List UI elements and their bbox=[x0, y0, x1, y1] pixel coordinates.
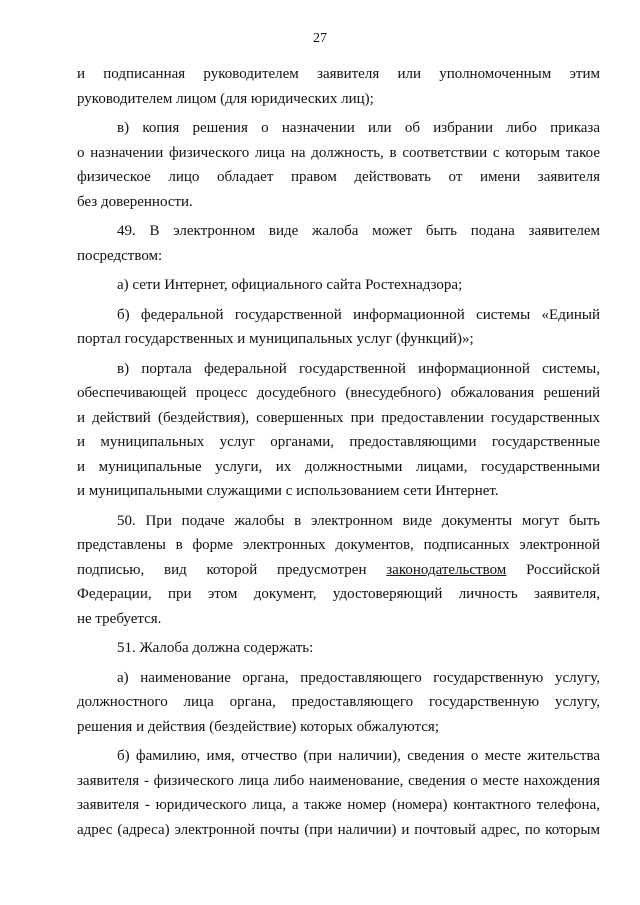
text-line: руководителем лицом (для юридических лиц); bbox=[77, 90, 374, 107]
text-line: заявителя - физического лица либо наименование, сведения о месте нахождения bbox=[77, 772, 600, 789]
paragraph bbox=[77, 666, 600, 740]
paragraph bbox=[77, 273, 600, 298]
text-line: а) сети Интернет, официального сайта Ростехнадзора; bbox=[117, 277, 463, 293]
text-line: в) копия решения о назначении или об избрании либо приказа bbox=[117, 120, 600, 136]
text-line: решения и действия (бездействие) которых обжалуются; bbox=[77, 718, 439, 735]
text-line: адрес (адреса) электронной почты (при наличии) и почтовый адрес, по которым bbox=[77, 821, 600, 838]
paragraph bbox=[77, 744, 600, 842]
text-line: 50. При подаче жалобы в электронном виде документы могут быть bbox=[117, 512, 600, 529]
text-line: о назначении физического лица на должность, в соответствии с которым такое bbox=[77, 144, 600, 161]
text-line: обеспечивающей процесс досудебного (внесудебного) обжалования решений bbox=[77, 385, 600, 401]
underlined-link-text: законодательством bbox=[386, 561, 507, 578]
text-line: представлены в форме электронных документов, подписанных электронной bbox=[77, 537, 600, 553]
paragraph bbox=[77, 636, 600, 661]
text-line: и муниципальных услуг органами, предоставляющими государственные bbox=[77, 434, 600, 450]
text-line: 51. Жалоба должна содержать: bbox=[117, 640, 314, 656]
document-body bbox=[77, 62, 600, 847]
text-line: без доверенности. bbox=[77, 193, 193, 210]
text-line: и муниципальными служащими с использованием сети Интернет. bbox=[77, 483, 499, 499]
text-line: и действий (бездействия), совершенных при предоставлении государственных bbox=[77, 409, 600, 426]
text-line: посредством: bbox=[77, 247, 163, 264]
text-line: портал государственных и муниципальных услуг (функций)»; bbox=[77, 331, 474, 347]
paragraph bbox=[77, 303, 600, 352]
text-line: 49. В электронном виде жалоба может быть подана заявителем bbox=[117, 223, 600, 239]
text-line: и подписанная руководителем заявителя или уполномоченным этим bbox=[77, 66, 600, 82]
paragraph bbox=[77, 62, 600, 111]
text-line: в) портала федеральной государственной информационной системы, bbox=[117, 360, 600, 377]
text-line: подписью, вид которой предусмотрен законодательством Российской bbox=[77, 561, 600, 578]
text-line: должностного лица органа, предоставляющего государственную услугу, bbox=[77, 694, 600, 710]
paragraph bbox=[77, 116, 600, 214]
text-line: не требуется. bbox=[77, 610, 162, 627]
paragraph bbox=[77, 219, 600, 268]
paragraph bbox=[77, 509, 600, 632]
text-line: а) наименование органа, предоставляющего государственную услугу, bbox=[117, 669, 600, 686]
text-line: б) фамилию, имя, отчество (при наличии), сведения о месте жительства bbox=[117, 748, 600, 764]
text-line: заявителя - юридического лица, а также номер (номера) контактного телефона, bbox=[77, 797, 600, 813]
paragraph bbox=[77, 357, 600, 504]
text-line: и муниципальные услуги, их должностными лицами, государственными bbox=[77, 458, 600, 475]
text-line: физическое лицо обладает правом действовать от имени заявителя bbox=[77, 169, 600, 185]
page-number: 27 bbox=[313, 31, 327, 46]
text-line: Федерации, при этом документ, удостоверяющий личность заявителя, bbox=[77, 586, 600, 602]
text-line: б) федеральной государственной информационной системы «Единый bbox=[117, 306, 600, 323]
